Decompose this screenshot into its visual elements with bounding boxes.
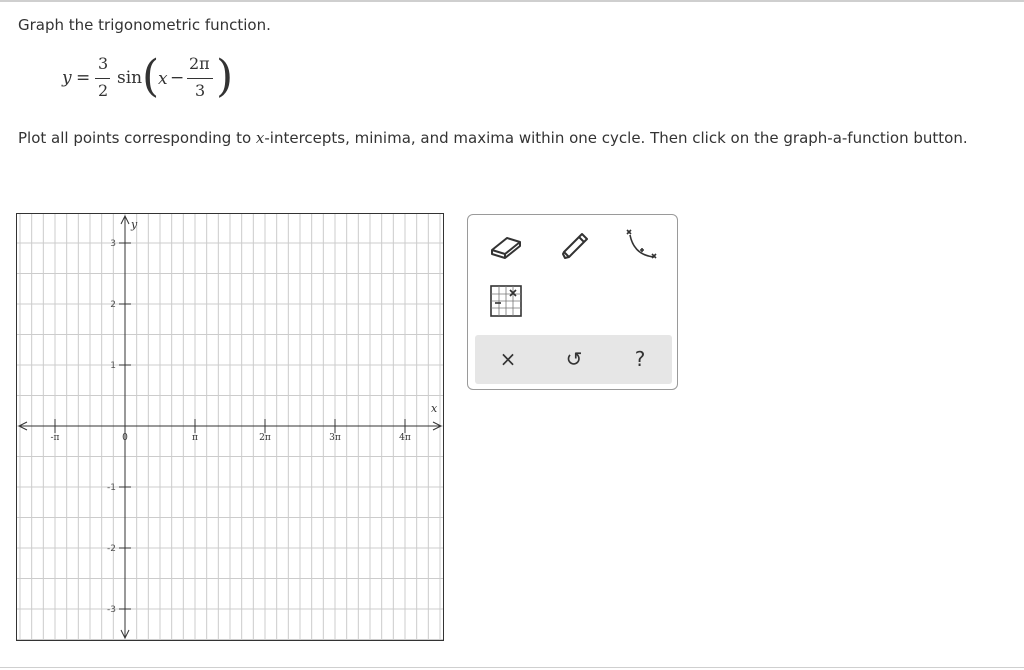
graph-a-function-button[interactable] <box>486 281 526 321</box>
grid-lines <box>17 214 443 640</box>
question-instruction: Graph the trigonometric function. <box>18 16 271 34</box>
graph-area[interactable] <box>16 213 444 641</box>
shift-numerator: 2π <box>189 54 210 73</box>
x-tick-label: 0 <box>122 433 128 443</box>
equation-minus: − <box>170 68 185 88</box>
prompt-text-start: Plot all points corresponding to <box>18 129 256 147</box>
x-tick-label: π <box>192 433 198 443</box>
x-tick-label: -π <box>50 433 60 443</box>
equation-variable: x <box>158 69 168 89</box>
tool-panel <box>467 214 678 390</box>
shift-fraction-bar <box>187 78 213 79</box>
eraser-tool-button[interactable] <box>486 227 526 267</box>
prompt-variable: x <box>255 129 265 147</box>
x-axis-label: x <box>431 402 438 415</box>
prompt-text-end: -intercepts, minima, and maxima within one cycle. Then click on the graph-a-function button. <box>264 129 968 147</box>
curve-graph-icon <box>620 225 660 265</box>
coordinate-plane[interactable] <box>17 214 443 640</box>
action-bar <box>475 335 672 384</box>
coefficient-numerator: 3 <box>98 54 109 73</box>
x-tick-label: 2π <box>259 433 271 443</box>
y-tick-label: -3 <box>107 605 116 615</box>
y-tick-label: 3 <box>110 239 116 249</box>
x-tick-label: 4π <box>399 433 411 443</box>
right-parenthesis: ) <box>216 51 234 102</box>
clear-button[interactable]: × <box>499 347 517 371</box>
shift-denominator: 3 <box>195 81 206 100</box>
pencil-tool-button[interactable] <box>554 225 594 265</box>
equation <box>60 51 260 106</box>
y-tick-label: -1 <box>107 483 116 493</box>
graph-a-function-icon <box>488 283 524 319</box>
bottom-divider <box>0 667 1024 668</box>
undo-button[interactable]: ↺ <box>565 347 583 371</box>
pencil-icon <box>555 226 593 264</box>
eraser-icon <box>487 232 525 262</box>
left-parenthesis: ( <box>142 51 160 102</box>
function-name: sin <box>117 68 143 88</box>
x-tick-label: 3π <box>329 433 341 443</box>
question-prompt <box>18 127 1008 150</box>
y-tick-label: 1 <box>110 361 116 371</box>
top-divider <box>0 0 1024 2</box>
y-tick-label: 2 <box>110 300 116 310</box>
y-tick-label: -2 <box>107 544 116 554</box>
coefficient-denominator: 2 <box>98 81 109 100</box>
equation-lhs: y <box>62 68 72 88</box>
curve-tool-button[interactable] <box>620 225 660 265</box>
help-button[interactable]: ? <box>634 347 646 371</box>
y-axis-label: y <box>131 218 138 231</box>
coefficient-fraction-bar <box>95 78 110 79</box>
equation-equals: = <box>76 68 91 88</box>
